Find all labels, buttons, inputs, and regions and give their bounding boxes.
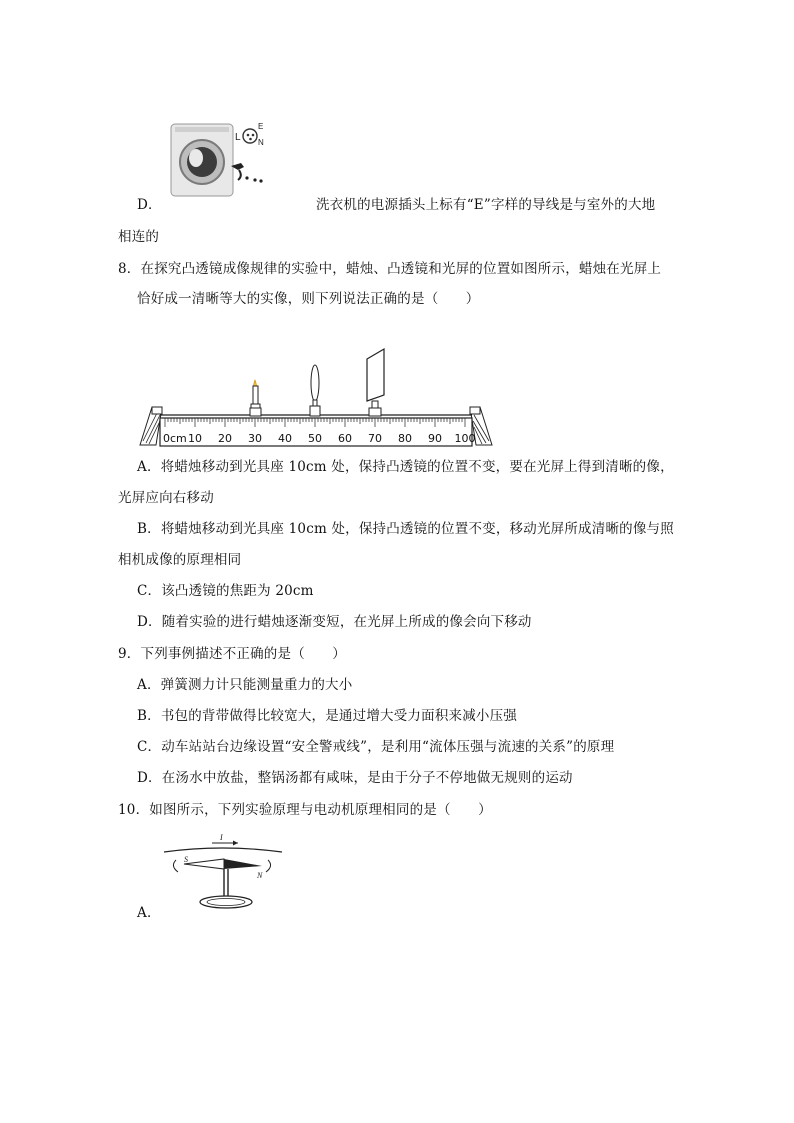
q8-option-a-line1: A．将蜡烛移动到光具座 10cm 处，保持凸透镜的位置不变，要在光屏上得到清晰的像， — [137, 459, 674, 475]
q10-option-a-label: A． — [137, 905, 161, 921]
q9-option-a: A．弹簧测力计只能测量重力的大小 — [137, 677, 353, 693]
oersted-experiment-figure — [162, 832, 286, 914]
ruler-tick-label: 80 — [398, 432, 412, 445]
plug-label-e: E — [258, 122, 264, 131]
north-pole-label: N — [257, 871, 263, 880]
q7-option-d-continuation: 相连的 — [118, 229, 160, 245]
ruler-tick-label: 90 — [428, 432, 442, 445]
washing-machine-figure — [165, 118, 285, 198]
q9-stem: 9．下列事例描述不正确的是（ ） — [118, 646, 346, 662]
ruler-tick-label: 10 — [188, 432, 202, 445]
candle — [250, 380, 261, 416]
plug-label-l: L — [235, 132, 241, 143]
convex-lens — [310, 365, 320, 416]
ruler-tick-label: 100 — [454, 432, 476, 445]
ruler-tick-label: 50 — [308, 432, 322, 445]
ruler-tick-label: 20 — [218, 432, 232, 445]
ruler-tick-label: 30 — [248, 432, 262, 445]
q9-option-c: C．动车站站台边缘设置“安全警戒线”，是利用“流体压强与流速的关系”的原理 — [137, 739, 615, 755]
ruler-tick-label: 0cm — [163, 432, 187, 445]
q8-option-b-line1: B．将蜡烛移动到光具座 10cm 处，保持凸透镜的位置不变，移动光屏所成清晰的像与照 — [137, 521, 674, 537]
ruler-tick-label: 70 — [368, 432, 382, 445]
q8-option-b-line2: 相机成像的原理相同 — [118, 552, 242, 568]
q7-option-d-label: D． — [137, 197, 162, 213]
q9-option-b: B．书包的背带做得比较宽大，是通过增大受力面积来减小压强 — [137, 708, 518, 724]
q7-option-d-text: 洗衣机的电源插头上标有“E”字样的导线是与室外的大地 — [316, 197, 656, 213]
q8-option-c: C．该凸透镜的焦距为 20cm — [137, 583, 314, 599]
q9-option-d: D．在汤水中放盐，整锅汤都有咸味，是由于分子不停地做无规则的运动 — [137, 770, 573, 786]
q8-stem-line2: 恰好成一清晰等大的实像，则下列说法正确的是（ ） — [137, 291, 480, 307]
optical-bench-figure — [138, 345, 494, 450]
plug-label-n: N — [258, 138, 264, 147]
south-pole-label: S — [184, 855, 188, 864]
current-label: I — [220, 833, 223, 842]
ruler-tick-label: 60 — [338, 432, 352, 445]
q8-option-d: D．随着实验的进行蜡烛逐渐变短，在光屏上所成的像会向下移动 — [137, 614, 532, 630]
ruler-tick-label: 40 — [278, 432, 292, 445]
q10-stem: 10．如图所示，下列实验原理与电动机原理相同的是（ ） — [118, 802, 492, 818]
light-screen — [367, 349, 384, 416]
q8-stem-line1: 8．在探究凸透镜成像规律的实验中，蜡烛、凸透镜和光屏的位置如图所示，蜡烛在光屏上 — [118, 261, 662, 277]
q8-option-a-line2: 光屏应向右移动 — [118, 490, 214, 506]
